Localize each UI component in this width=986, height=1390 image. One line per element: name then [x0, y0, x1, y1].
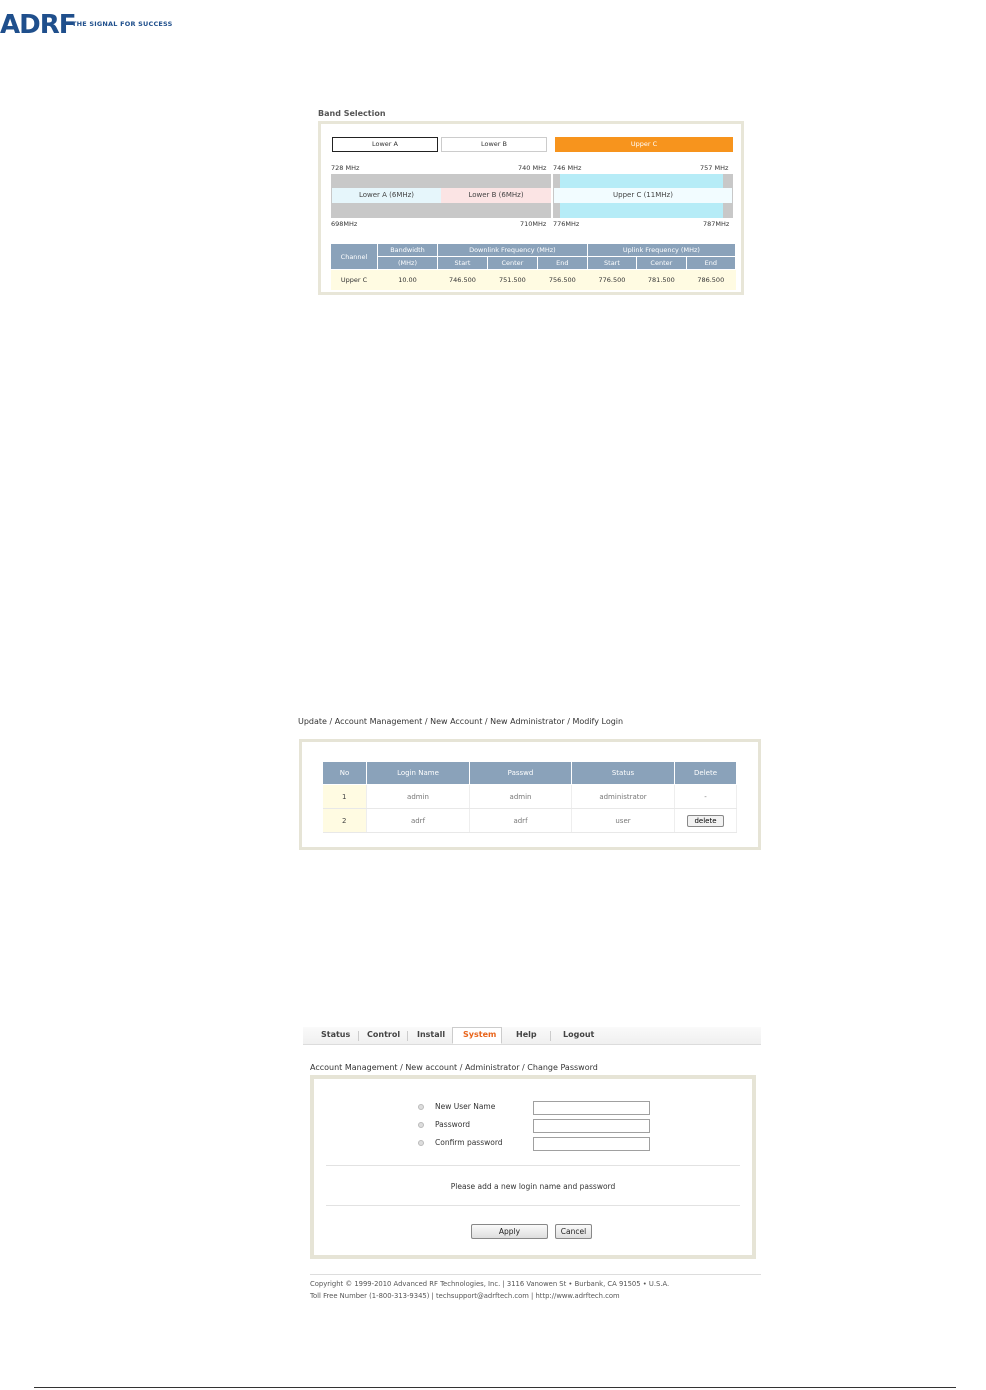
freq-776: 776MHz: [553, 220, 580, 228]
account-table: [322, 761, 737, 833]
freq-698: 698MHz: [331, 220, 358, 228]
header-status: Status: [572, 762, 675, 785]
page-bottom-rule: [34, 1387, 956, 1388]
lower-b-segment: Lower B (6MHz): [441, 188, 551, 203]
dl-end-header: End: [537, 257, 587, 270]
adrf-logo: [0, 0, 180, 50]
row-no: 2: [323, 809, 367, 833]
nav-separator: [550, 1031, 551, 1041]
band-selection-title: Band Selection: [318, 109, 386, 118]
header-passwd: Passwd: [470, 762, 572, 785]
cell-dl-start: 746.500: [438, 270, 488, 291]
row-delete-cell: [675, 809, 737, 833]
row-no: 1: [323, 785, 367, 809]
cell-dl-end: 756.500: [537, 270, 587, 291]
table-row: [323, 809, 737, 833]
account-panel: [299, 739, 761, 850]
bullet-icon: [418, 1140, 424, 1146]
tab-install[interactable]: Install: [417, 1030, 446, 1039]
confirm-password-input[interactable]: [533, 1137, 650, 1151]
bullet-icon: [418, 1104, 424, 1110]
divider: [326, 1205, 740, 1206]
channel-header: Channel: [331, 244, 378, 270]
row-passwd: adrf: [470, 809, 572, 833]
instruction-message: Please add a new login name and password: [450, 1182, 616, 1191]
divider: [326, 1165, 740, 1166]
channel-table: [330, 243, 736, 290]
top-nav: [303, 1027, 761, 1045]
tab-help[interactable]: Help: [516, 1030, 537, 1039]
freq-787: 787MHz: [703, 220, 730, 228]
row-status: user: [572, 809, 675, 833]
apply-button[interactable]: Apply: [471, 1224, 548, 1239]
footer-copyright: Copyright © 1999-2010 Advanced RF Technologies, Inc. | 3116 Vanowen St • Burbank, CA 91505 • U.S.A.: [310, 1280, 670, 1288]
bandwidth-header: Bandwidth: [378, 244, 438, 257]
footer-divider: [310, 1274, 761, 1275]
table-row: [323, 785, 737, 809]
cell-channel: Upper C: [331, 270, 378, 291]
cell-ul-center: 781.500: [637, 270, 686, 291]
upper-c-button[interactable]: Upper C: [555, 137, 733, 152]
row-login: adrf: [367, 809, 470, 833]
band-selection-panel: [318, 121, 744, 295]
downlink-header: Downlink Frequency (MHz): [438, 244, 588, 257]
tab-control[interactable]: Control: [367, 1030, 401, 1039]
tab-logout[interactable]: Logout: [563, 1030, 595, 1039]
row-status: administrator: [572, 785, 675, 809]
freq-757: 757 MHz: [700, 164, 729, 172]
cancel-button[interactable]: Cancel: [555, 1224, 592, 1239]
ul-start-header: Start: [587, 257, 636, 270]
dl-center-header: Center: [487, 257, 537, 270]
bullet-icon: [418, 1122, 424, 1128]
cell-bandwidth: 10.00: [378, 270, 438, 291]
password-label: Password: [435, 1120, 471, 1129]
cell-ul-start: 776.500: [587, 270, 636, 291]
nav-separator: [358, 1031, 359, 1041]
account-breadcrumb: Update / Account Management / New Account / New Administrator / Modify Login: [298, 717, 624, 726]
cell-dl-center: 751.500: [487, 270, 537, 291]
nav-separator: [407, 1031, 408, 1041]
header-delete: Delete: [675, 762, 737, 785]
tab-system[interactable]: System: [463, 1030, 497, 1039]
bandwidth-unit: (MHz): [378, 257, 438, 270]
ul-center-header: Center: [637, 257, 686, 270]
lower-b-button[interactable]: Lower B: [441, 137, 547, 152]
row-login: admin: [367, 785, 470, 809]
cell-ul-end: 786.500: [686, 270, 735, 291]
footer-contact: Toll Free Number (1-800-313-9345) | techsupport@adrftech.com | http://www.adrftech.com: [310, 1292, 620, 1300]
lower-a-button[interactable]: Lower A: [332, 137, 438, 152]
row-delete: -: [675, 785, 737, 809]
freq-728: 728 MHz: [331, 164, 360, 172]
logo-tagline: THE SIGNAL FOR SUCCESS: [72, 20, 173, 28]
header-no: No: [323, 762, 367, 785]
uplink-header: Uplink Frequency (MHz): [587, 244, 735, 257]
logo-mark: ADRF: [0, 10, 76, 40]
lower-a-segment: Lower A (6MHz): [332, 188, 441, 203]
confirm-password-label: Confirm password: [435, 1138, 503, 1147]
freq-746: 746 MHz: [553, 164, 582, 172]
delete-button[interactable]: delete: [687, 815, 723, 827]
header-login-name: Login Name: [367, 762, 470, 785]
password-input[interactable]: [533, 1119, 650, 1133]
new-user-name-label: New User Name: [435, 1102, 496, 1111]
freq-740: 740 MHz: [518, 164, 547, 172]
password-breadcrumb: Account Management / New account / Administrator / Change Password: [310, 1063, 598, 1072]
new-user-name-input[interactable]: [533, 1101, 650, 1115]
change-password-panel: [310, 1075, 756, 1259]
tab-status[interactable]: Status: [321, 1030, 351, 1039]
freq-710: 710MHz: [520, 220, 547, 228]
dl-start-header: Start: [438, 257, 488, 270]
channel-row: [331, 270, 736, 291]
row-passwd: admin: [470, 785, 572, 809]
ul-end-header: End: [686, 257, 735, 270]
upper-c-segment: Upper C (11MHz): [554, 188, 732, 203]
